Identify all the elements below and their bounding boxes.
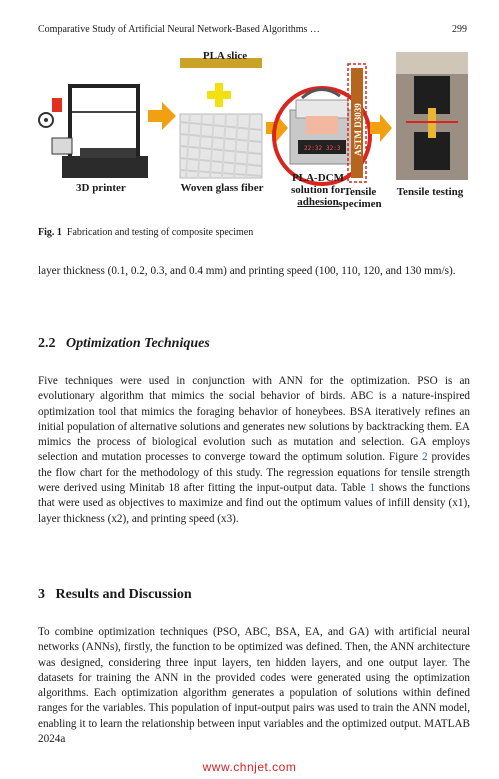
label-tensile-testing: Tensile testing bbox=[396, 186, 464, 198]
plus-sign bbox=[207, 83, 231, 107]
label-pla-dcm-line3: adhesion bbox=[297, 196, 339, 208]
caption-label: Fig. 1 bbox=[38, 227, 62, 238]
label-pla-slice: PLA slice bbox=[202, 50, 248, 62]
paragraph-text: shows the functions that were used as objectives to maximize and find out the optimum values of infill density (x1), layer thickness (x2), and printing speed (x3). bbox=[38, 482, 470, 525]
label-woven-glass-fiber: Woven glass fiber bbox=[180, 182, 264, 194]
paragraph-continuation: layer thickness (0.1, 0.2, 0.3, and 0.4 mm) and printing speed (100, 110, 120, and 130 mm/s). bbox=[38, 265, 456, 277]
label-tensile-line2: specimen bbox=[338, 198, 382, 210]
running-header: Comparative Study of Artificial Neural Network-Based Algorithms … bbox=[38, 24, 320, 35]
section-number: 3 bbox=[38, 587, 45, 602]
section-number: 2.2 bbox=[38, 336, 56, 351]
label-tensile-specimen bbox=[330, 186, 390, 210]
section-heading-2-2 bbox=[38, 336, 210, 352]
paragraph-results: To combine optimization techniques (PSO, ABC, BSA, EA, and GA) with artificial neural networks (ANNs), firstly, the function to be optimized was defined. Then, the ANN architecture was designed, considering three input layers, ten hidden layers, and one output layer. The datasets for training the ANN in the provided codes were generated using the optimization algorithms. Each optimization algorithm generates a population of solutions within defined ranges for the variables. This population of input-output pairs was used to train the ANN model, enabling it to learn the relationship between input variables and the optimized output. MATLAB 2024a bbox=[38, 626, 470, 746]
section-title: Optimization Techniques bbox=[66, 336, 210, 351]
figure-reference-link[interactable]: 2 bbox=[421, 451, 428, 464]
figure-caption bbox=[38, 227, 253, 238]
flow-arrow-1 bbox=[148, 102, 176, 130]
printer-illustration bbox=[39, 84, 148, 178]
tensile-testing-image bbox=[396, 52, 468, 180]
caption-text: Fabrication and testing of composite specimen bbox=[66, 227, 254, 238]
watermark: www.chnjet.com bbox=[202, 760, 297, 774]
section-title: Results and Discussion bbox=[55, 587, 192, 602]
flow-arrow-3 bbox=[370, 114, 392, 142]
display-readout-2: 32:3 bbox=[326, 145, 341, 152]
paragraph-text: provides the flow chart for the methodology of this study. The regression equations for tensile strength were derived using Minitab 18 after fitting the input-output data. Table bbox=[38, 451, 470, 495]
section-heading-3 bbox=[38, 587, 192, 603]
label-pla-dcm-line2: solution for bbox=[290, 184, 346, 196]
display-readout-1: 22:32 bbox=[304, 145, 323, 152]
figure-1 bbox=[30, 52, 470, 220]
paragraph-text: Five techniques were used in conjunction with ANN for the optimization. PSO is an evolutionary algorithm that mimics the social behavior of birds. ABC is a nature-inspired optimization tool that mimics the foraging behavior of honeybees. BSA iteratively refines an initial population of alternative solutions and generates new solutions by backtracking them. EA mimics the process of biological evolution such as mutation and selection. GA employs selection and mutation processes to converge toward the optimum solution. Figure bbox=[38, 375, 470, 464]
astm-label: ASTM D3039 bbox=[353, 103, 363, 156]
label-3d-printer: 3D printer bbox=[76, 182, 126, 194]
table-reference-link[interactable]: 1 bbox=[369, 482, 376, 495]
label-pla-dcm-line1: PLA-DCM bbox=[292, 172, 344, 184]
woven-glass-fiber-image bbox=[180, 114, 262, 178]
paragraph-optimization bbox=[38, 374, 470, 527]
label-tensile-line1: Tensile bbox=[343, 186, 377, 198]
page-number: 299 bbox=[452, 24, 467, 35]
